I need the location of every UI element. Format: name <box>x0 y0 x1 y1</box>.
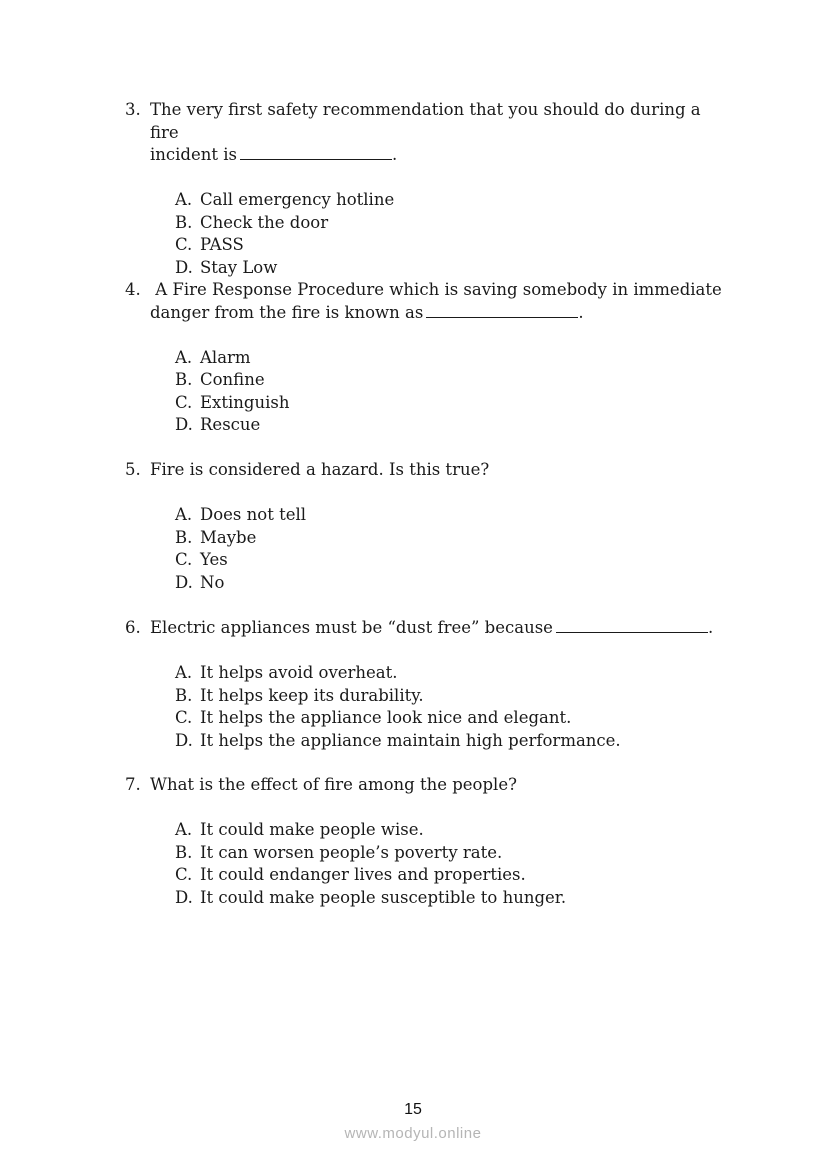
question-number: 3. <box>125 100 141 119</box>
watermark: www.modyul.online <box>344 1125 482 1142</box>
answer-options <box>175 819 725 909</box>
answer-blank <box>426 302 578 318</box>
option-a: A. It could make people wise. <box>175 820 424 839</box>
question-text: What is the effect of fire among the people? <box>150 775 517 794</box>
option-d: D. Rescue <box>175 415 261 434</box>
option-a: A. Alarm <box>175 347 251 367</box>
question-text: Electric appliances must be “dust free” because . <box>150 618 714 637</box>
answer-options <box>175 189 725 279</box>
option-b: B. Maybe <box>175 527 257 547</box>
question-text: The very first safety recommendation that you should do during a fire <box>150 100 706 142</box>
page-number: 15 <box>404 1101 422 1118</box>
question-6 <box>125 617 725 752</box>
answer-options <box>175 504 725 594</box>
question-text: Fire is considered a hazard. Is this true? <box>150 460 490 479</box>
option-c: C. Extinguish <box>175 392 290 412</box>
question-number: 4. <box>125 280 141 299</box>
question-3 <box>125 99 725 279</box>
question-5 <box>125 459 725 594</box>
question-4 <box>125 279 725 437</box>
question-text-continued: incident is . <box>150 145 398 164</box>
option-d: D. It could make people susceptible to hunger. <box>175 887 567 907</box>
option-a: A. Call emergency hotline <box>175 190 395 209</box>
answer-blank <box>556 617 708 633</box>
answer-blank <box>240 144 392 160</box>
option-c: C. Yes <box>175 550 228 569</box>
answer-options <box>175 347 725 437</box>
option-b: B. It helps keep its durability. <box>175 685 424 705</box>
option-d: D. It helps the appliance maintain high performance. <box>175 730 621 750</box>
question-number: 7. <box>125 775 141 794</box>
answer-options <box>175 662 725 752</box>
option-b: B. Check the door <box>175 212 329 232</box>
option-c: C. It helps the appliance look nice and elegant. <box>175 708 572 727</box>
option-b: B. Confine <box>175 370 265 389</box>
option-d: D. No <box>175 572 225 592</box>
option-d: D. Stay Low <box>175 257 278 277</box>
option-a: A. It helps avoid overheat. <box>175 663 398 682</box>
option-c: C. It could endanger lives and properties. <box>175 865 526 884</box>
option-a: A. Does not tell <box>175 505 307 524</box>
question-text: A Fire Response Procedure which is saving somebody in immediate <box>150 280 722 299</box>
question-text-continued: danger from the fire is known as . <box>150 302 584 322</box>
question-7 <box>125 774 725 909</box>
option-b: B. It can worsen people’s poverty rate. <box>175 842 503 862</box>
question-number: 6. <box>125 618 141 637</box>
question-number: 5. <box>125 460 141 479</box>
option-c: C. PASS <box>175 235 244 254</box>
